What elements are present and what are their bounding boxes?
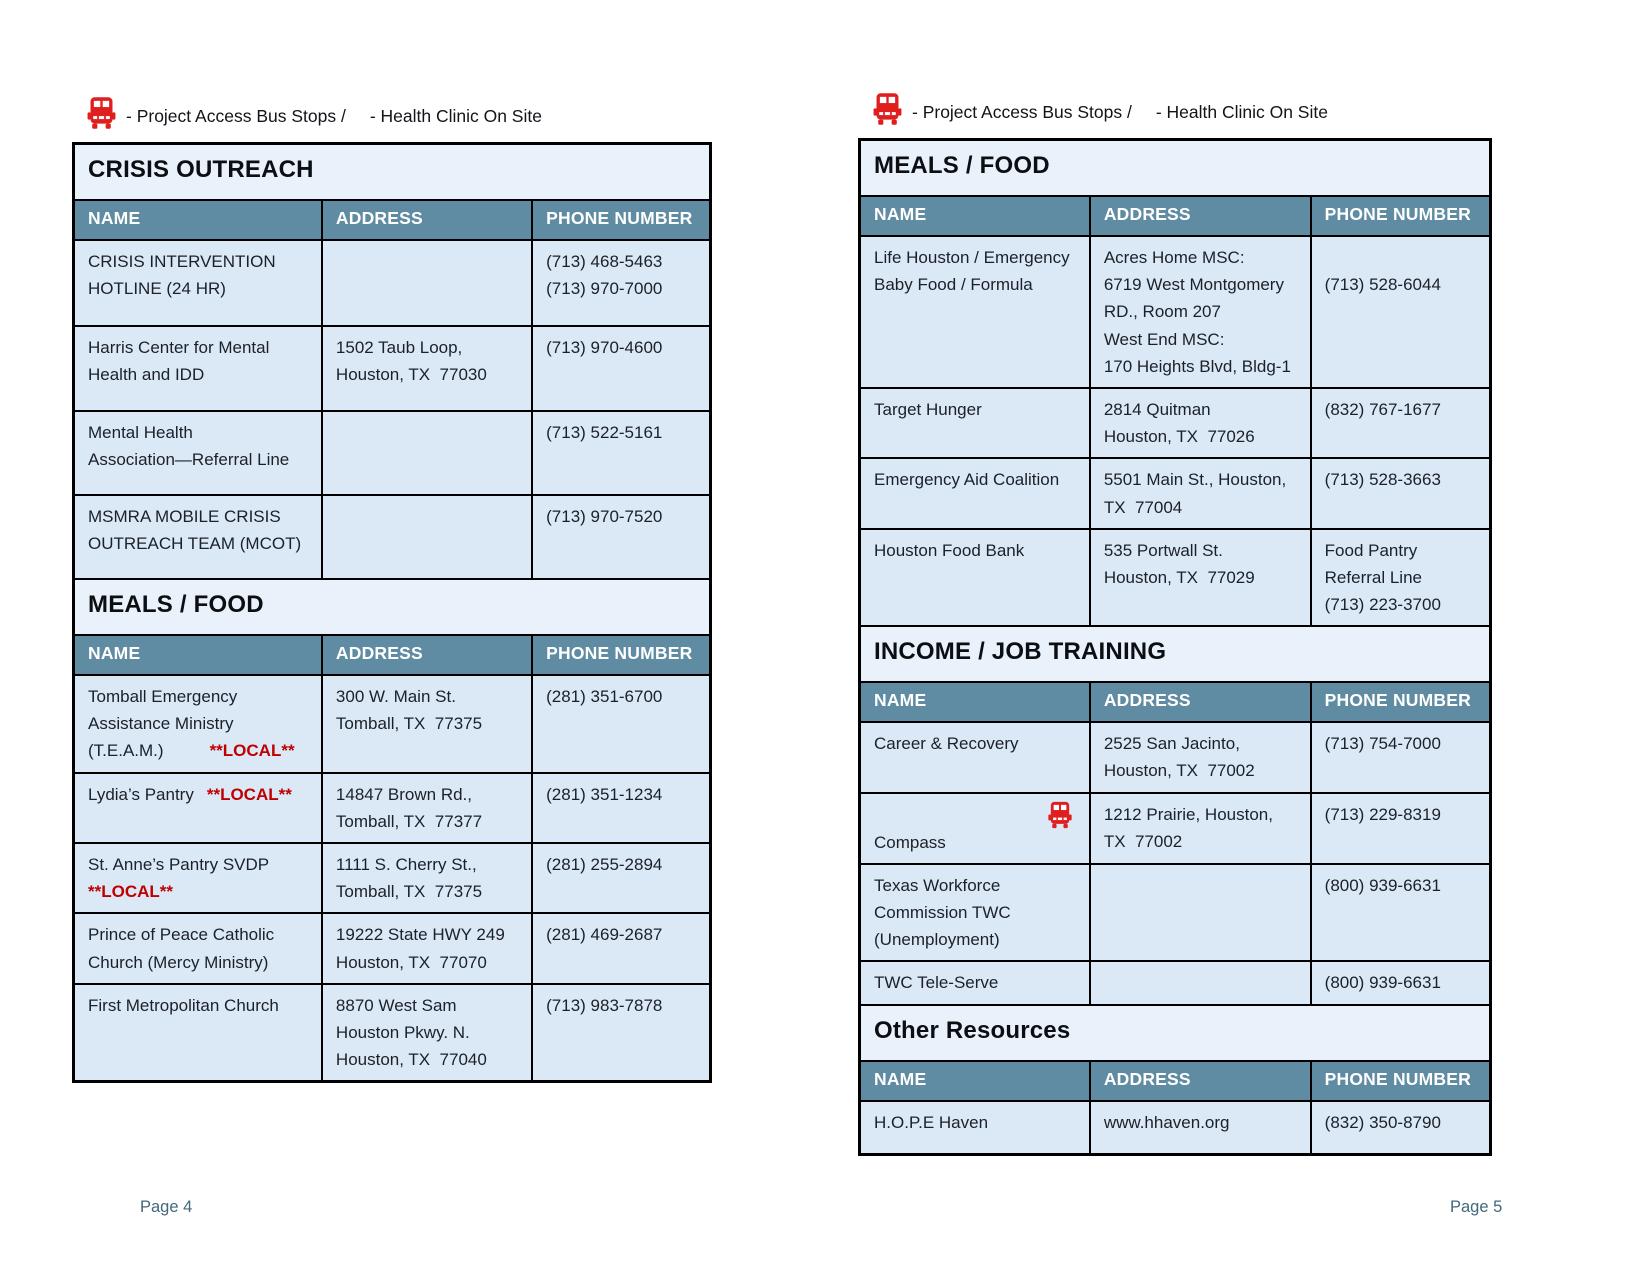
address-cell — [1090, 529, 1311, 627]
name-line — [874, 829, 1079, 856]
column-header: NAME — [860, 196, 1090, 236]
section-row — [860, 1005, 1491, 1061]
address-cell — [1090, 236, 1311, 388]
name-cell — [860, 236, 1090, 388]
address-line: 300 W. Main St. — [335, 687, 456, 706]
address-line: 1212 Prairie, Houston, — [1103, 804, 1273, 824]
name-cell — [860, 1101, 1090, 1155]
table-row — [860, 793, 1491, 864]
table-row — [860, 961, 1491, 1004]
phone-cell — [1311, 722, 1491, 792]
legend-clinic-label: - Health Clinic On Site — [369, 106, 542, 126]
column-header: ADDRESS — [322, 200, 532, 240]
section-title: MEALS / FOOD — [74, 579, 711, 635]
name-line — [88, 710, 311, 737]
name-text: Association—Referral Line — [88, 450, 290, 470]
address-line: 19222 State HWY 249 — [335, 925, 505, 945]
address-line: West End MSC: — [1103, 329, 1225, 349]
name-text: OUTREACH TEAM (MCOT) — [88, 534, 302, 554]
name-text: CRISIS INTERVENTION — [88, 252, 276, 271]
column-header: ADDRESS — [322, 635, 532, 675]
phone-line: (281) 351-1234 — [546, 784, 663, 804]
name-cell — [860, 458, 1090, 528]
legend-bus-label: - Project Access Bus Stops / — [912, 102, 1132, 122]
phone-line: (832) 767-1677 — [1324, 399, 1441, 419]
address-line: Tomball, TX 77375 — [335, 882, 483, 902]
name-cell — [74, 984, 322, 1082]
name-line — [88, 949, 311, 976]
name-text: Harris Center for Mental — [88, 338, 270, 357]
name-text: Life Houston / Emergency — [874, 248, 1070, 267]
section-row — [74, 144, 711, 201]
name-text: Mental Health — [88, 423, 193, 442]
name-line — [874, 969, 1079, 996]
address-cell — [1090, 961, 1311, 1004]
table-row — [74, 773, 711, 843]
table-row — [74, 411, 711, 495]
header-row — [74, 200, 711, 240]
name-text: TWC Tele-Serve — [874, 973, 999, 993]
address-line: Houston, TX 77026 — [1103, 427, 1255, 447]
address-cell — [1090, 1101, 1311, 1155]
phone-line: (281) 351-6700 — [546, 687, 663, 706]
table-row — [860, 388, 1491, 458]
name-line — [874, 271, 1079, 298]
address-cell — [1090, 722, 1311, 792]
phone-cell — [1311, 388, 1491, 458]
phone-line: Food Pantry — [1324, 540, 1418, 560]
name-text: Career & Recovery — [874, 734, 1019, 754]
phone-cell — [1311, 236, 1491, 388]
legend — [86, 88, 712, 130]
name-line — [88, 878, 311, 905]
address-line: 1502 Taub Loop, — [335, 338, 463, 357]
column-header: NAME — [74, 635, 322, 675]
address-line: 170 Heights Blvd, Bldg-1 — [1103, 356, 1291, 376]
page-number: Page 5 — [1450, 1198, 1503, 1216]
address-cell — [322, 411, 532, 495]
column-header: NAME — [74, 200, 322, 240]
column-header: PHONE NUMBER — [532, 200, 710, 240]
address-cell — [1090, 458, 1311, 528]
name-line — [88, 248, 311, 275]
name-line — [874, 396, 1079, 423]
legend-clinic-label: - Health Clinic On Site — [1155, 102, 1328, 122]
phone-cell — [532, 843, 710, 913]
address-cell — [322, 843, 532, 913]
phone-cell — [1311, 1101, 1491, 1155]
phone-cell — [1311, 961, 1491, 1004]
table-row — [860, 236, 1491, 388]
name-text: Texas Workforce — [874, 875, 1001, 895]
column-header: ADDRESS — [1090, 682, 1311, 722]
name-text: HOTLINE (24 HR) — [88, 279, 226, 299]
table-row — [74, 326, 711, 411]
phone-cell — [532, 984, 710, 1082]
local-marker: **LOCAL** — [88, 882, 174, 902]
table-row — [74, 913, 711, 983]
address-line: Houston, TX 77030 — [335, 365, 487, 385]
address-line: TX 77004 — [1103, 497, 1183, 517]
name-line — [88, 446, 311, 473]
column-header: PHONE NUMBER — [532, 635, 710, 675]
table-row — [860, 864, 1491, 962]
name-line — [874, 926, 1079, 953]
name-text: (T.E.A.M.) — [88, 741, 164, 761]
name-text: Emergency Aid Coalition — [874, 470, 1060, 490]
bus-icon — [1047, 801, 1073, 829]
address-cell — [322, 495, 532, 579]
phone-line: (800) 939-6631 — [1324, 875, 1441, 895]
address-line: 2814 Quitman — [1103, 399, 1211, 419]
name-text: Health and IDD — [88, 365, 205, 385]
name-line — [874, 899, 1079, 926]
header-row — [860, 1061, 1491, 1101]
address-cell — [322, 913, 532, 983]
table-row — [860, 1101, 1491, 1155]
phone-line: (713) 528-6044 — [1324, 275, 1441, 295]
phone-line — [1325, 244, 1479, 271]
table-row — [74, 240, 711, 326]
phone-line: (713) 970-4600 — [546, 338, 663, 357]
address-cell — [322, 240, 532, 326]
table-row — [860, 529, 1491, 627]
name-text: Commission TWC — [874, 903, 1011, 922]
phone-cell — [532, 495, 710, 579]
section-title: Other Resources — [860, 1005, 1491, 1061]
phone-line: (713) 223-3700 — [1324, 595, 1441, 615]
phone-line: (713) 983-7878 — [546, 995, 663, 1015]
phone-line: (713) 970-7520 — [546, 507, 663, 526]
name-line — [88, 503, 311, 530]
resource-table-page-4 — [72, 142, 712, 1083]
column-header: ADDRESS — [1090, 1061, 1311, 1101]
name-text: H.O.P.E Haven — [874, 1112, 989, 1132]
name-line — [88, 361, 311, 388]
name-text: Assistance Ministry — [88, 714, 234, 734]
name-cell — [74, 326, 322, 411]
phone-cell — [1311, 864, 1491, 962]
address-line: www.hhaven.org — [1103, 1112, 1230, 1132]
table-row — [74, 495, 711, 579]
address-line: 2525 San Jacinto, — [1103, 734, 1240, 754]
column-header: NAME — [860, 1061, 1090, 1101]
name-cell — [74, 913, 322, 983]
name-line — [874, 1109, 1079, 1136]
table-row — [860, 722, 1491, 792]
name-text: Baby Food / Formula — [874, 275, 1033, 295]
name-line — [874, 244, 1079, 271]
phone-cell — [532, 773, 710, 843]
name-text: Houston Food Bank — [874, 540, 1025, 560]
name-cell — [74, 495, 322, 579]
column-header: ADDRESS — [1090, 196, 1311, 236]
header-row — [74, 635, 711, 675]
name-line — [88, 737, 311, 764]
phone-cell — [532, 240, 710, 326]
section-row — [860, 626, 1491, 682]
phone-line: (713) 468-5463 — [546, 252, 663, 271]
address-cell — [322, 326, 532, 411]
address-line: 6719 West Montgomery — [1103, 275, 1284, 295]
name-line — [88, 992, 311, 1019]
name-line — [88, 419, 311, 446]
legend — [872, 84, 1492, 126]
name-text: (Unemployment) — [874, 930, 1000, 950]
address-line: Houston, TX 77070 — [335, 952, 487, 972]
phone-line: (713) 522-5161 — [546, 423, 663, 442]
name-cell — [74, 240, 322, 326]
address-line: 8870 West Sam — [335, 995, 457, 1015]
name-cell — [860, 722, 1090, 792]
name-text: Lydia’s Pantry — [88, 784, 194, 804]
name-text: Target Hunger — [874, 399, 982, 419]
address-line: TX 77002 — [1103, 831, 1183, 851]
name-line — [88, 683, 311, 710]
section-row — [74, 579, 711, 635]
name-cell — [860, 864, 1090, 962]
name-text: Tomball Emergency — [88, 687, 238, 706]
address-line: Houston, TX 77029 — [1103, 567, 1255, 587]
page-number: Page 4 — [140, 1198, 193, 1216]
phone-cell — [1311, 458, 1491, 528]
header-row — [860, 196, 1491, 236]
name-line — [874, 872, 1079, 899]
name-cell — [860, 529, 1090, 627]
phone-line: (713) 754-7000 — [1324, 734, 1441, 754]
name-text: Compass — [874, 832, 946, 852]
table-row — [74, 675, 711, 773]
phone-line: (800) 939-6631 — [1324, 973, 1441, 993]
phone-cell — [1311, 793, 1491, 864]
address-cell — [1090, 388, 1311, 458]
column-header: PHONE NUMBER — [1311, 682, 1491, 722]
name-line — [874, 466, 1079, 493]
address-line: Acres Home MSC: — [1103, 248, 1245, 267]
name-line — [874, 801, 1079, 829]
name-cell — [860, 793, 1090, 864]
address-line: Tomball, TX 77377 — [335, 811, 483, 831]
local-marker: **LOCAL** — [209, 741, 295, 761]
name-cell — [74, 773, 322, 843]
address-line: Houston Pkwy. N. — [335, 1022, 470, 1042]
phone-line: (713) 229-8319 — [1324, 804, 1441, 824]
bus-icon — [86, 96, 117, 130]
phone-line: (281) 469-2687 — [546, 925, 663, 945]
page-5 — [858, 84, 1492, 1156]
phone-cell — [532, 913, 710, 983]
table-row — [860, 458, 1491, 528]
address-cell — [322, 773, 532, 843]
name-cell — [860, 961, 1090, 1004]
section-title: INCOME / JOB TRAINING — [860, 626, 1491, 682]
phone-line: (281) 255-2894 — [546, 854, 663, 874]
page-4 — [72, 88, 712, 1083]
section-row — [860, 140, 1491, 197]
address-line: RD., Room 207 — [1103, 302, 1221, 322]
address-line: Houston, TX 77002 — [1103, 761, 1255, 781]
address-line: 5501 Main St., Houston, — [1103, 470, 1287, 490]
phone-cell — [1311, 529, 1491, 627]
name-cell — [860, 388, 1090, 458]
phone-line: (713) 528-3663 — [1324, 470, 1441, 490]
name-line — [88, 921, 311, 948]
address-line: 1111 S. Cherry St., — [335, 854, 477, 874]
name-cell — [74, 843, 322, 913]
section-title: CRISIS OUTREACH — [74, 144, 711, 201]
name-line — [88, 275, 311, 302]
address-line: Houston, TX 77040 — [335, 1050, 487, 1070]
legend-bus-label: - Project Access Bus Stops / — [126, 106, 346, 126]
name-text: First Metropolitan Church — [88, 995, 279, 1015]
phone-line: (713) 970-7000 — [546, 279, 663, 299]
phone-line: Referral Line — [1324, 567, 1422, 587]
name-line — [874, 730, 1079, 757]
header-row — [860, 682, 1491, 722]
phone-cell — [532, 411, 710, 495]
address-line: 535 Portwall St. — [1103, 540, 1223, 560]
address-cell — [1090, 864, 1311, 962]
address-line: Tomball, TX 77375 — [335, 714, 483, 734]
phone-cell — [532, 326, 710, 411]
column-header: NAME — [860, 682, 1090, 722]
name-text: Prince of Peace Catholic — [88, 925, 275, 945]
address-cell — [322, 675, 532, 773]
name-line — [88, 530, 311, 557]
address-line: 14847 Brown Rd., — [335, 784, 473, 804]
name-line — [88, 334, 311, 361]
local-marker: **LOCAL** — [206, 784, 292, 804]
table-row — [74, 843, 711, 913]
name-line — [874, 537, 1079, 564]
name-line — [88, 781, 311, 808]
name-line — [88, 851, 311, 878]
bus-icon — [872, 92, 903, 126]
name-text: St. Anne’s Pantry SVDP — [88, 854, 270, 874]
address-cell — [1090, 793, 1311, 864]
table-row — [74, 984, 711, 1082]
name-text: Church (Mercy Ministry) — [88, 952, 269, 972]
name-cell — [74, 675, 322, 773]
resource-table-page-5 — [858, 138, 1492, 1156]
column-header: PHONE NUMBER — [1311, 196, 1491, 236]
column-header: PHONE NUMBER — [1311, 1061, 1491, 1101]
phone-line: (832) 350-8790 — [1324, 1112, 1441, 1132]
address-cell — [322, 984, 532, 1082]
section-title: MEALS / FOOD — [860, 140, 1491, 197]
phone-cell — [532, 675, 710, 773]
name-text: MSMRA MOBILE CRISIS — [88, 507, 281, 526]
name-cell — [74, 411, 322, 495]
